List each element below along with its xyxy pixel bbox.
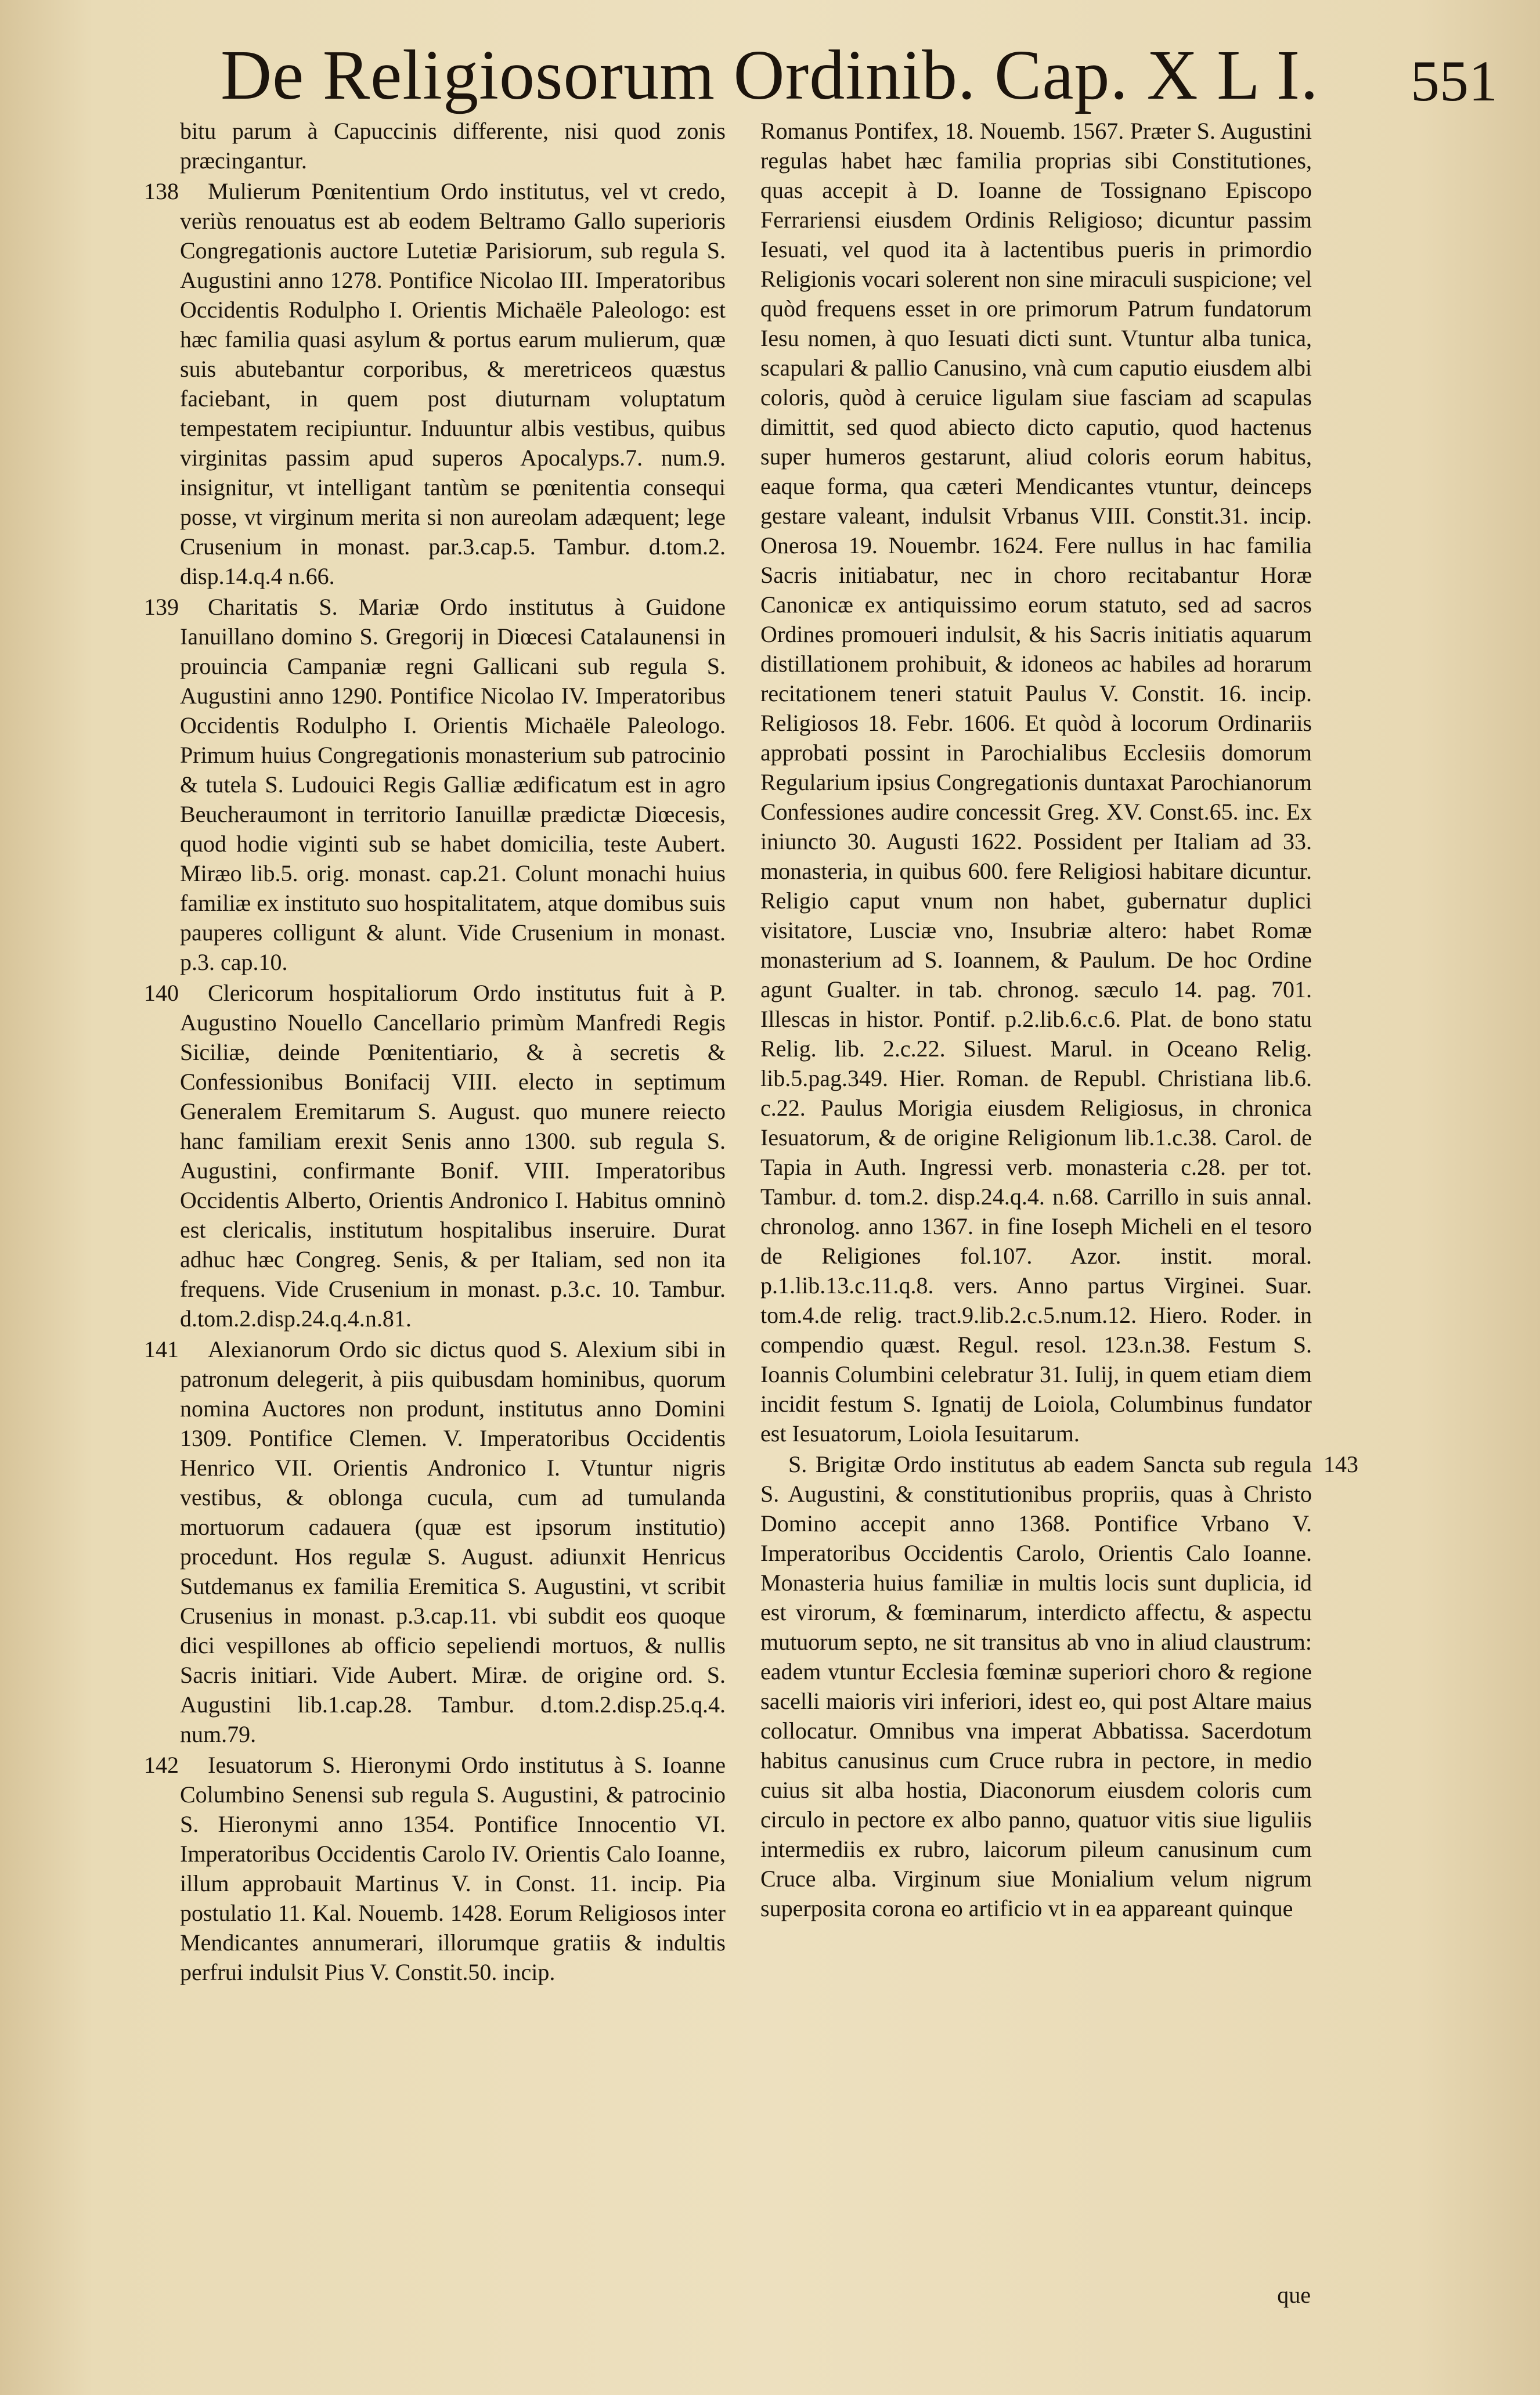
running-title: De Religiosorum Ordinib. Cap. X L I. [221, 36, 1319, 114]
paragraph [144, 176, 726, 591]
section-number: 139 [144, 594, 179, 620]
paragraph [760, 1449, 1358, 1923]
right-column [760, 116, 1358, 1924]
paragraph-text: Alexianorum Ordo sic dictus quod S. Alexium sibi in patronum delegerit, à piis quibusdam hominibus, quorum nomina Auctores non produnt, institutus anno Domini 1309. Pontifice Clemen. V. Imperatoribus Occidentis Henrico VII. Orientis Andronico I. Vtuntur nigris vestibus, & oblonga cucula, cum ad tumulanda mortuorum cadauera (quæ est ipsorum institutio) procedunt. Hos regulæ S. August. adiunxit Henricus Sutdemanus ex familia Eremitica S. Augustini, vt scribit Crusenius in monast. p.3.cap.11. vbi subdit eos quoque dici vespillones ab officio sepeliendi mortuos, & nullis Sacris initiari. Vide Aubert. Miræ. de origine ord. S. Augustini lib.1.cap.28. Tambur. d.tom.2.disp.25.q.4. num.79. [180, 1336, 726, 1747]
paragraph-text: bitu parum à Capuccinis differente, nisi quod zonis præcingantur. [180, 118, 726, 174]
paragraph-text: S. Brigitæ Ordo institutus ab eadem Sancta sub regula S. Augustini, & constitutionibus propriis, quas à Christo Domino accepit anno 1368. Pontifice Vrbano V. Imperatoribus Occidentis Carolo, Orientis Calo Ioanne. Monasteria huius familiæ in multis locis sunt duplicia, id est virorum, & fœminarum, interdicto affectu, & aspectu mutuorum septo, ne sit transitus ab vno in aliud claustrum: eadem vtuntur Ecclesia fœminæ superiori choro & regione sacelli maioris viri inferiori, idest eo, qui post Altare maius collocatur. Omnibus vna imperat Abbatissa. Sacerdotum habitus canusinus cum Cruce rubra in pectore, in medio cuius sit alba hostia, Diaconorum eiusdem coloris cum circulo in pectore ex albo panno, quatuor vitis siue liguliis intermediis ex rubro, laicorum pileum canusinum cum Cruce alba. Virginum siue Monialium velum nigrum superposita corona eo artificio vt in ea appareant quinque [760, 1451, 1312, 1921]
section-number: 138 [144, 178, 179, 204]
paragraph-text: Mulierum Pœnitentium Ordo institutus, vel vt credo, veriùs renouatus est ab eodem Beltramo Gallo superioris Congregationis auctore Lutetiæ Parisiorum, sub regula S. Augustini anno 1278. Pontifice Nicolao III. Imperatoribus Occidentis Rodulpho I. Orientis Michaële Paleologo: est hæc familia quasi asylum & portus earum mulierum, quæ suis abutebantur corporibus, & meretriceos quæstus faciebant, in quem post diuturnam voluptatum tempestatem recipiuntur. Induuntur albis vestibus, quibus virginitas passim apud superos Apocalyps.7. num.9. insignitur, vt intelligant tantùm se pœnitentia consequi posse, vt virginum merita si non aureolam adæquent; lege Crusenium in monast. par.3.cap.5. Tambur. d.tom.2. disp.14.q.4 n.66. [180, 178, 726, 589]
paragraph [144, 1334, 726, 1749]
paragraph [180, 116, 726, 175]
page-header [221, 32, 1498, 119]
paragraph-text: Clericorum hospitaliorum Ordo institutus fuit à P. Augustino Nouello Cancellario primùm Manfredi Regis Siciliæ, deinde Pœnitentiario, & à secretis & Confessionibus Bonifacij VIII. electo in septimum Generalem Eremitarum S. August. quo munere reiecto hanc familiam erexit Senis anno 1300. sub regula S. Augustini, confirmante Bonif. VIII. Imperatoribus Occidentis Alberto, Orientis Andronico I. Habitus omninò est clericalis, institutum hospitalibus inseruire. Durat adhuc hæc Congreg. Senis, & per Italiam, sed non ita frequens. Vide Crusenium in monast. p.3.c. 10. Tambur. d.tom.2.disp.24.q.4.n.81. [180, 980, 726, 1332]
paragraph [144, 592, 726, 977]
section-number: 142 [144, 1752, 179, 1778]
paragraph-text: Charitatis S. Mariæ Ordo institutus à Guidone Ianuillano domino S. Gregorij in Diœcesi Catalaunensi in prouincia Campaniæ regni Gallicani sub regula S. Augustini anno 1290. Pontifice Nicolao IV. Imperatoribus Occidentis Rodulpho I. Orientis Michaële Paleologo. Primum huius Congregationis monasterium sub patrocinio & tutela S. Ludouici Regis Galliæ ædificatum est in agro Beucheraumont in territorio Ianuillæ prædictæ Diœcesis, quod hodie viginti sub se habet domicilia, teste Aubert. Miræo lib.5. orig. monast. cap.21. Colunt monachi huius familiæ ex instituto suo hospitalitatem, atque domibus suis pauperes colligunt & alunt. Vide Crusenium in monast. p.3. cap.10. [180, 594, 726, 975]
section-number: 141 [144, 1336, 179, 1362]
paragraph [144, 1750, 726, 1987]
paragraph-text: Iesuatorum S. Hieronymi Ordo institutus à S. Ioanne Columbino Senensi sub regula S. Augustini, & patrocinio S. Hieronymi anno 1354. Pontifice Innocentio VI. Imperatoribus Occidentis Carolo IV. Orientis Calo Ioanne, illum approbauit Martinus V. in Const. 11. incip. Pia postulatio 11. Kal. Nouemb. 1428. Eorum Religiosos inter Mendicantes annumerari, illorumque gratiis & indultis perfrui indulsit Pius V. Constit.50. incip. [180, 1752, 726, 1985]
left-column [144, 116, 726, 1988]
catchword: que [1277, 2282, 1311, 2308]
paragraph [144, 978, 726, 1333]
section-number: 140 [144, 980, 179, 1006]
paragraph-text: Romanus Pontifex, 18. Nouemb. 1567. Præter S. Augustini regulas habet hæc familia proprias sibi Constitutiones, quas accepit à D. Ioanne de Tossignano Episcopo Ferrariensi eiusdem Ordinis Religioso; dicuntur passim Iesuati, vel quod ita à lactentibus pueris in primordio Religionis vocari solerent non sine miraculi suspicione; vel quòd frequens esset in ore primorum Patrum fundatorum Iesu nomen, à quo Iesuati dicti sunt. Vtuntur alba tunica, scapulari & pallio Canusino, vnà cum caputio eiusdem albi coloris, quòd à ceruice ligulam siue fasciam ad scapulas dimittit, sed quod abiecto dicto caputio, quod hactenus super humeros gestarunt, aliud coloris eorum habitus, eaque forma, qua cæteri Mendicantes vtuntur, deinceps gestare valeant, indulsit Vrbanus VIII. Constit.31. incip. Onerosa 19. Nouembr. 1624. Fere nullus in hac familia Sacris initiabatur, nec in choro recitabantur Horæ Canonicæ ex antiquissimo eorum statuto, sed ad sacros Ordines promoueri indulsit, & his Sacris initiatis aquarum distillationem prohibuit, & idoneos ac habiles ad horarum recitationem teneri statuit Paulus V. Constit. 16. incip. Religiosos 18. Febr. 1606. Et quòd à locorum Ordinariis approbati possint in Parochialibus Ecclesiis domorum Regularium ipsius Congregationis duntaxat Parochianorum Confessiones audire concessit Greg. XV. Const.65. inc. Ex iniuncto 30. Augusti 1622. Possident per Italiam ad 33. monasteria, in quibus 600. fere Religiosi habitare dicuntur. Religio caput vnum non habet, gubernatur duplici visitatore, Lusciæ vno, Insubriæ altero: habet Romæ monasterium ad S. Ioannem, & Paulum. De hoc Ordine agunt Gualter. in tab. chronog. sæculo 14. pag. 701. Illescas in histor. Pontif. p.2.lib.6.c.6. Plat. de bono statu Relig. lib. 2.c.22. Siluest. Marul. in Oceano Relig. lib.5.pag.349. Hier. Roman. de Republ. Christiana lib.6. c.22. Paulus Morigia eiusdem Religiosus, in chronica Iesuatorum, & de origine Religionum lib.1.c.38. Carol. de Tapia in Auth. Ingressi verb. monasteria c.28. per tot. Tambur. d. tom.2. disp.24.q.4. n.68. Carrillo in suis annal. chronolog. anno 1367. in fine Ioseph Micheli en el tesoro de Religiones fol.107. Azor. instit. moral. p.1.lib.13.c.11.q.8. vers. Anno partus Virginei. Suar. tom.4.de relig. tract.9.lib.2.c.5.num.12. Hiero. Roder. in compendio quæst. Regul. resol. 123.n.38. Festum S. Ioannis Columbini celebratur 31. Iulij, in quem etiam diem incidit festum S. Ignatij de Loiola, Columbinus fundator est Iesuatorum, Loiola Iesuitarum. [760, 118, 1312, 1447]
section-number: 143 [1323, 1451, 1358, 1477]
page-number: 551 [1411, 49, 1498, 113]
paragraph [760, 116, 1312, 1448]
